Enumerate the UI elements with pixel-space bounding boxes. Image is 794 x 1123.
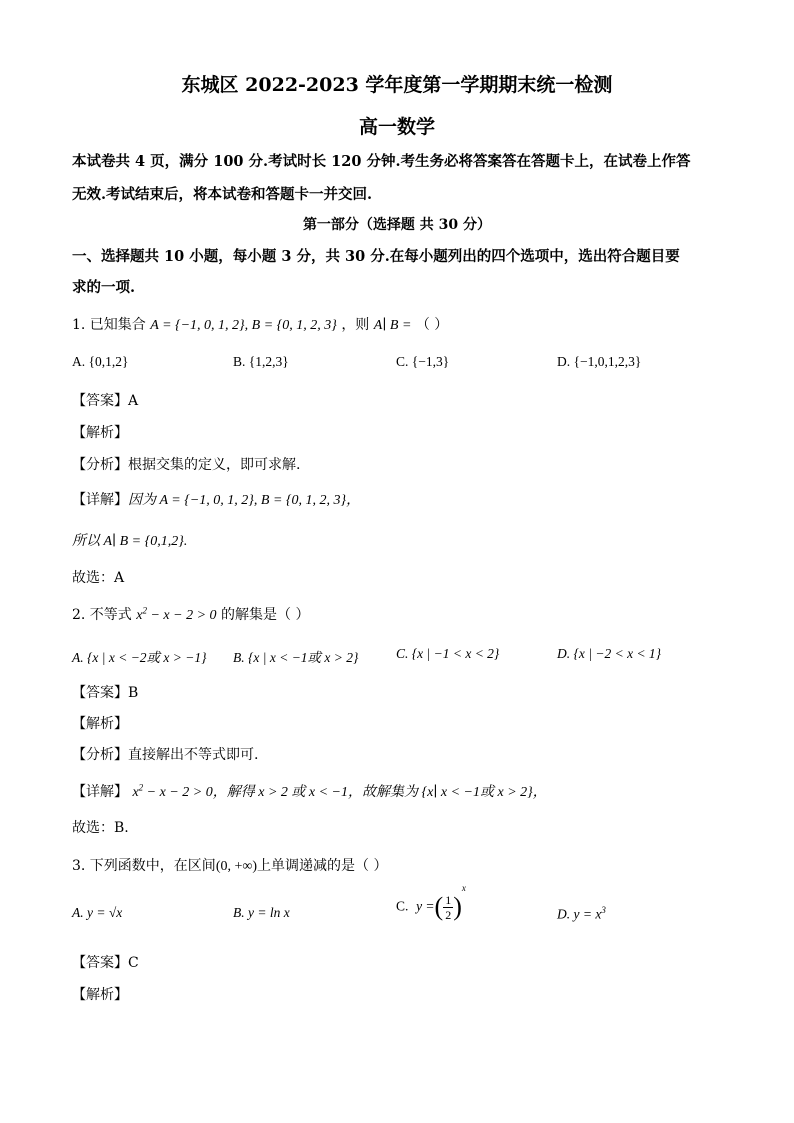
q2-option-b: B. {x | x < −1或 x > 2} (233, 650, 359, 665)
q2-option-c: C. {x | −1 < x < 2} (396, 646, 500, 661)
q1-stem-suffix: （ ） (415, 317, 449, 333)
q2-stem-prefix: 2. 不等式 (72, 607, 132, 623)
q2-fenxi-label: 【分析】 (72, 747, 128, 763)
q1-analysis-label: 【解析】 (72, 425, 128, 441)
q1-answer-value: A (128, 393, 139, 409)
section-instruction-1: 一、选择题共 10 小题，每小题 3 分，共 30 分.在每小题列出的四个选项中，选出符合题目要 (72, 248, 680, 265)
q1-stem-mid: ，则 (341, 317, 370, 333)
q1-xiangjie-text: 因为 A = {−1, 0, 1, 2}, B = {0, 1, 2, 3}， (128, 493, 361, 508)
q3-option-c-lparen: ( (434, 892, 444, 921)
q1-xiangjie (72, 489, 360, 509)
q3-option-a-text: A. y = √x (72, 905, 123, 920)
q1-choose: 故选：A (72, 570, 125, 586)
intro-line-2: 无效.考试结束后，将本试卷和答题卡一并交回. (72, 186, 373, 203)
q2-analysis-label: 【解析】 (72, 716, 128, 732)
q2-answer-value: B (128, 685, 139, 701)
q2-xiangjie-label: 【详解】 (72, 784, 128, 800)
q3-option-c-y: y = (412, 898, 435, 914)
q2-stem (72, 604, 309, 624)
q1-stem-prefix: 1. 已知集合 (72, 317, 146, 333)
q1-option-b: B. {1,2,3} (233, 354, 289, 369)
q1-fenxi-text: 根据交集的定义，即可求解. (128, 457, 301, 473)
q3-answer (72, 952, 139, 972)
section-heading: 第一部分（选择题 共 30 分） (302, 217, 492, 233)
q2-xiangjie-inequality: $x^2 - x - 2 > 0$ (132, 782, 213, 800)
intro-line-1: 本试卷共 4 页，满分 100 分.考试时长 120 分钟.考生务必将答案答在答题卡上，在试卷上作答 (72, 153, 691, 170)
q3-option-b: B. y = ln x (233, 905, 290, 920)
q3-option-d-exp: 3 (601, 905, 606, 915)
q3-option-d-text: D. y = x (557, 906, 602, 922)
q2-inequality: $x^2 - x - 2 > 0$ (136, 605, 217, 623)
q2-stem-suffix: 的解集是（ ） (221, 607, 310, 623)
q1-stem (72, 314, 448, 334)
q3-analysis-label: 【解析】 (72, 987, 128, 1003)
q3-option-a (72, 905, 122, 921)
q1-stem-expr: A∣ B = (373, 318, 412, 333)
q1-answer-label: 【答案】 (72, 393, 128, 409)
q1-fenxi (72, 454, 300, 474)
q2-answer-label: 【答案】 (72, 685, 128, 701)
q3-stem-suffix: 上单调递减的是（ ） (257, 858, 388, 874)
q1-stem-math: A = {−1, 0, 1, 2}, B = {0, 1, 2, 3} (150, 318, 337, 333)
q3-interval: (0, +∞) (215, 859, 258, 874)
section-instruction-2: 求的一项. (72, 279, 136, 296)
q1-xiangjie-label: 【详解】 (72, 492, 128, 508)
q3-answer-label: 【答案】 (72, 955, 128, 971)
q3-answer-value: C (128, 955, 139, 971)
q3-option-c-rparen: ) (453, 892, 462, 921)
q2-fenxi (72, 744, 258, 764)
q3-stem (72, 855, 387, 875)
q2-option-d: D. {x | −2 < x < 1} (557, 646, 662, 661)
q1-answer (72, 390, 138, 410)
q1-option-a: A. {0,1,2} (72, 354, 129, 369)
exam-title: 东城区 2022-2023 学年度第一学期期末统一检测 (181, 74, 613, 96)
q2-option-a: A. {x | x < −2或 x > −1} (72, 650, 207, 665)
q2-xiangjie-text: ，解得 x > 2 或 x < −1，故解集为 {x∣ x < −1或 x > 2}， (212, 785, 547, 800)
q1-option-c: C. {−1,3} (396, 354, 450, 369)
q3-option-c-fraction: $\frac{1}{2}$ (445, 892, 452, 922)
q2-xiangjie (72, 781, 547, 801)
q1-conclusion: 所以 A∣ B = {0,1,2}. (72, 534, 188, 549)
q3-option-d (557, 905, 606, 923)
q2-fenxi-text: 直接解出不等式即可. (128, 747, 259, 763)
exam-subtitle: 高一数学 (358, 116, 435, 138)
q3-option-c-label: C. (396, 898, 409, 914)
q2-choose: 故选：B. (72, 820, 129, 836)
q1-fenxi-label: 【分析】 (72, 457, 128, 473)
q2-answer (72, 682, 138, 702)
q1-option-d: D. {−1,0,1,2,3} (557, 354, 642, 369)
q3-option-c-exp: x (461, 883, 466, 893)
q3-option-c (396, 883, 466, 922)
q3-stem-prefix: 3. 下列函数中，在区间 (72, 858, 216, 874)
